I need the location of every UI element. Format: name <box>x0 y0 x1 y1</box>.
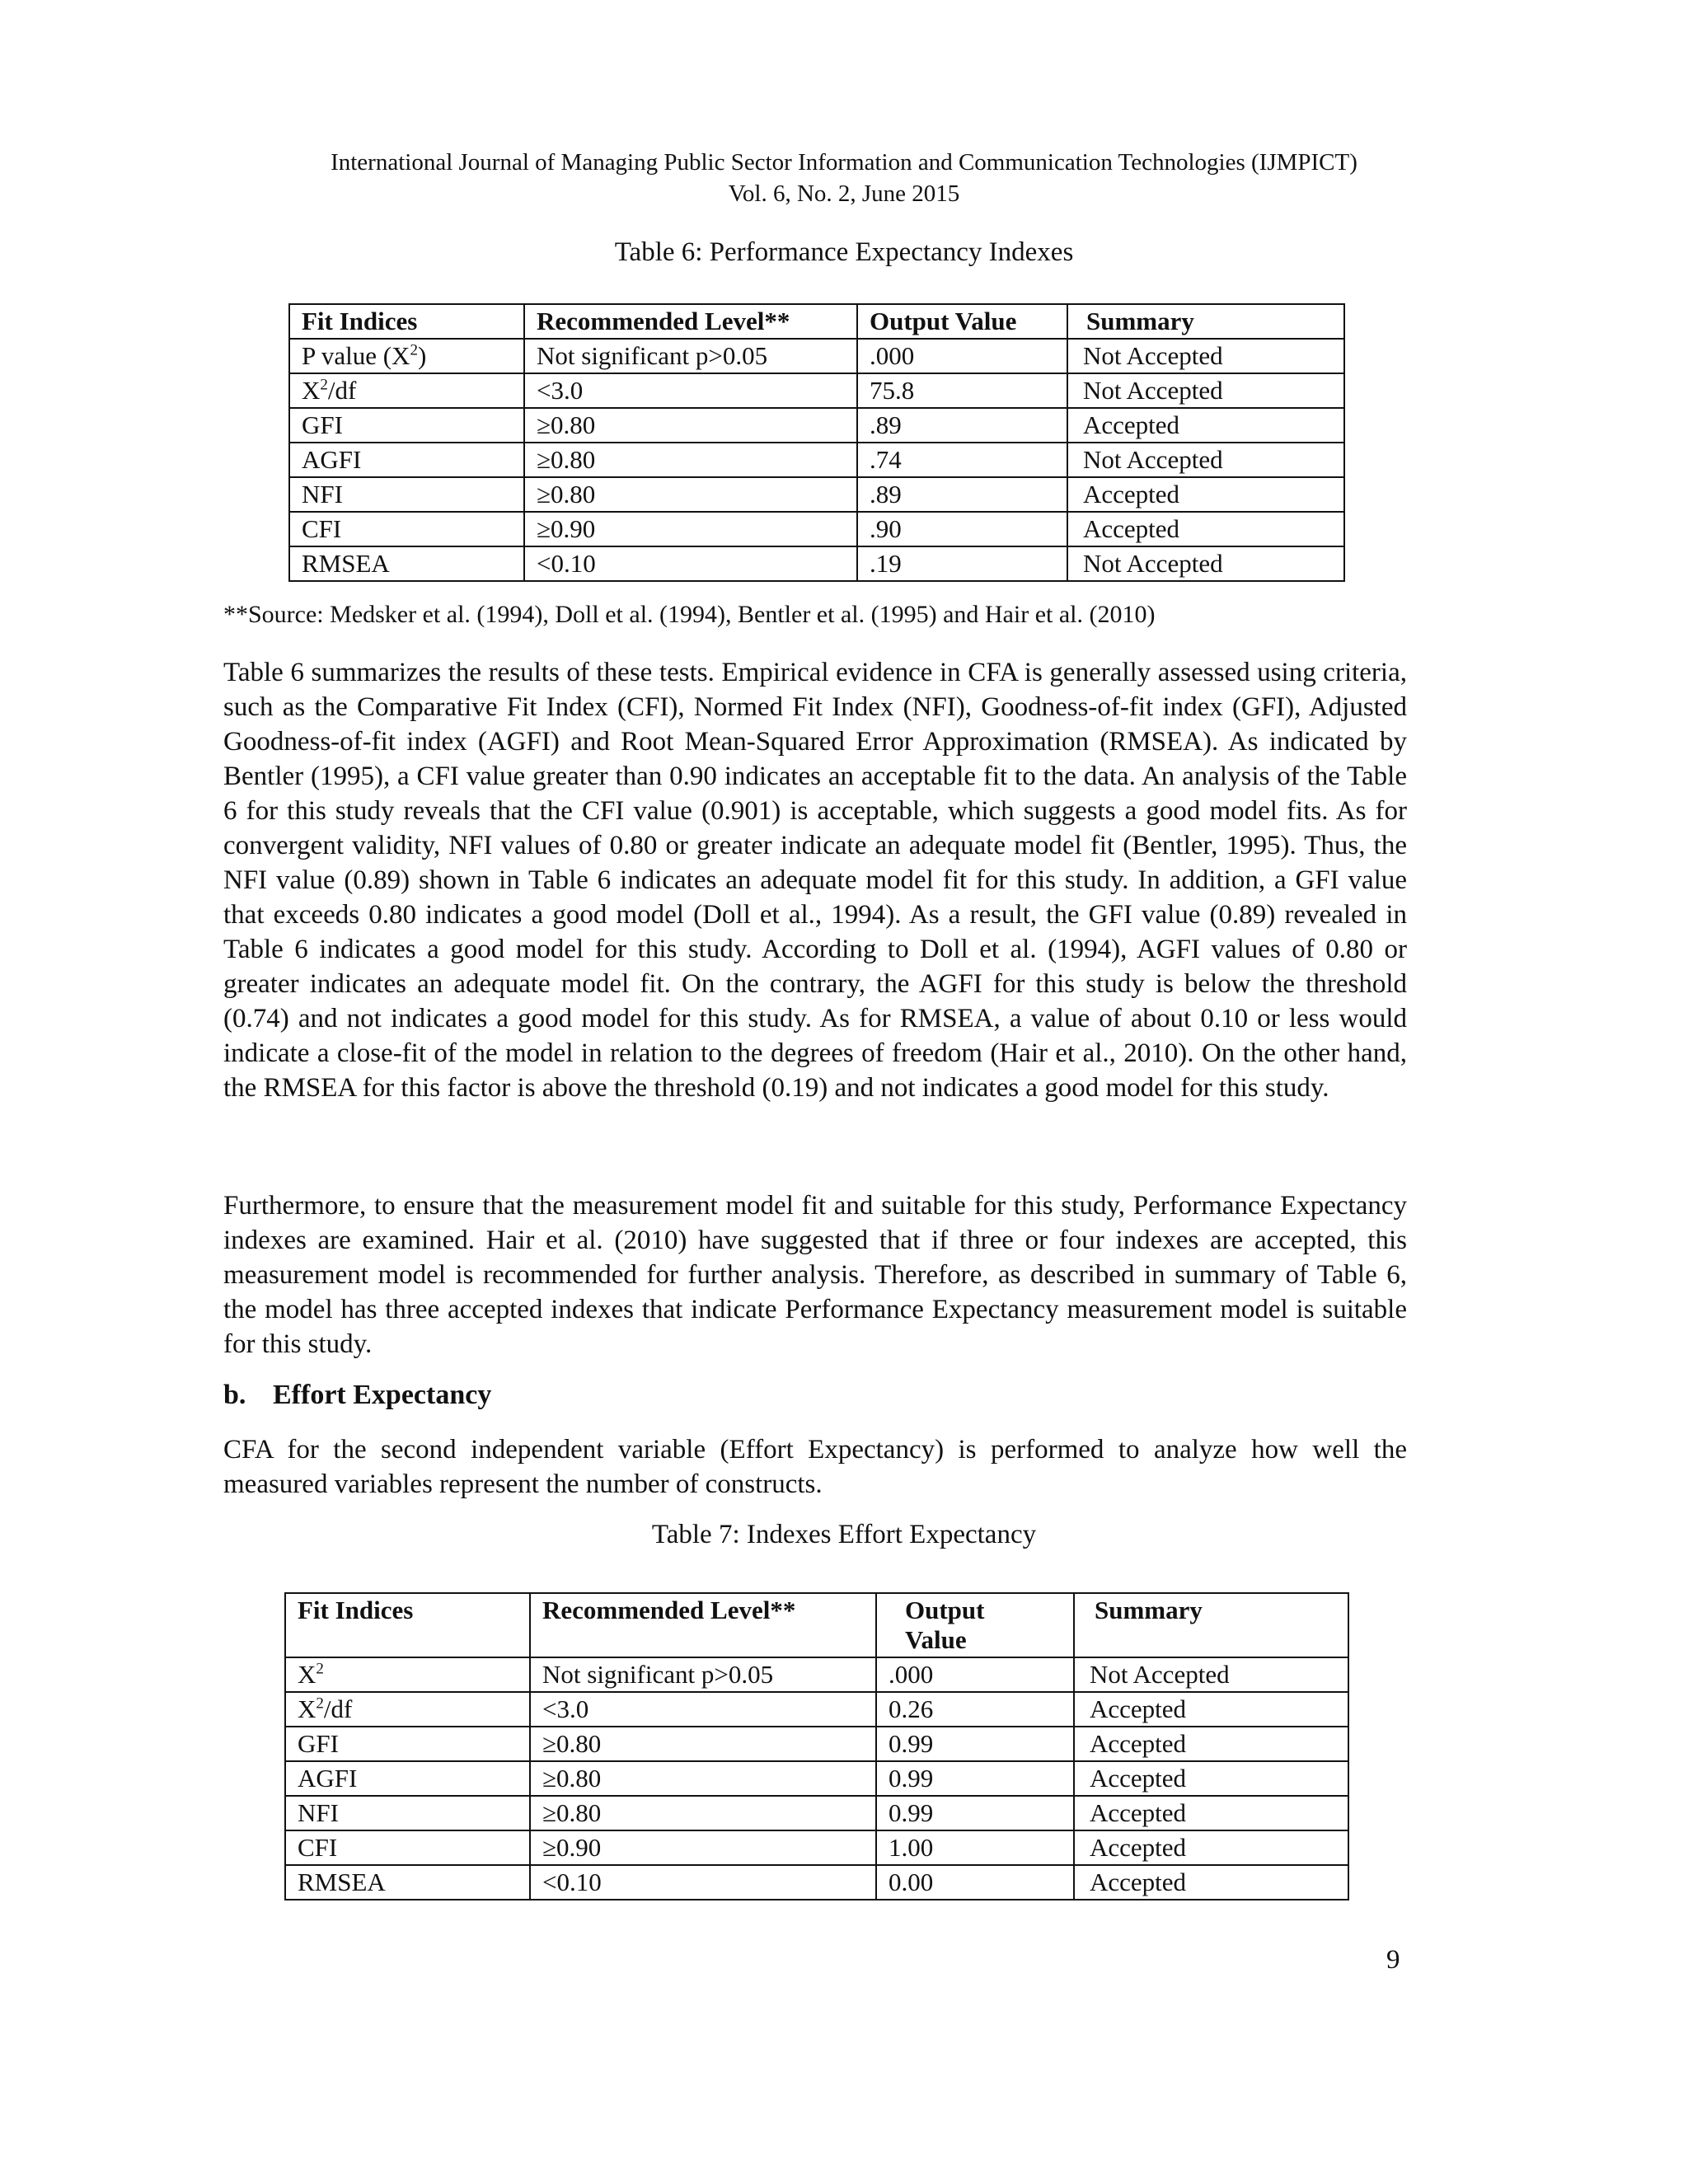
column-header: Recommended Level** <box>530 1593 876 1657</box>
recommended-level-cell: Not significant p>0.05 <box>524 339 857 373</box>
table-row <box>289 512 1344 546</box>
output-value-cell: .89 <box>857 408 1067 443</box>
section-title: Effort Expectancy <box>273 1380 492 1410</box>
recommended-level-cell: ≥0.80 <box>530 1761 876 1796</box>
fit-index-cell: P value $(X^2)$ <box>289 339 524 373</box>
page-number: 9 <box>1386 1945 1400 1975</box>
table-6-caption: Table 6: Performance Expectancy Indexes <box>614 237 1074 267</box>
table-6 <box>288 303 1345 582</box>
table-header-row <box>285 1593 1348 1657</box>
output-value-cell: .89 <box>857 477 1067 512</box>
recommended-level-cell: ≥0.80 <box>524 443 857 477</box>
fit-index-cell: NFI <box>289 477 524 512</box>
table-row <box>285 1657 1348 1692</box>
summary-cell: Accepted <box>1074 1796 1348 1830</box>
fit-index-cell: RMSEA <box>285 1865 530 1900</box>
table-row <box>285 1865 1348 1900</box>
body-paragraph: Table 6 summarizes the results of these tests. Empirical evidence in CFA is generally assessed using criteria, such as the Comparative Fit Index (CFI), Normed Fit Index (NFI), Goodness-of-fit index (GFI), Adjusted Goodness-of-fit index (AGFI) and Root Mean-Squared Error Approximation (RMSEA). As indicated by Bentler (1995), a CFI value greater than 0.90 indicates an acceptable fit to the data. An analysis of the Table 6 for this study reveals that the CFI value (0.901) is acceptable, which suggests a good model fits. As for convergent validity, NFI values of 0.80 or greater indicate an adequate model fit (Bentler, 1995). Thus, the NFI value (0.89) shown in Table 6 indicates an adequate model fit for this study. In addition, a GFI value that exceeds 0.80 indicates a good model (Doll et al., 1994). As a result, the GFI value (0.89) revealed in Table 6 indicates a good model for this study. According to Doll et al. (1994), AGFI values of 0.80 or greater indicates an adequate model fit. On the contrary, the AGFI for this study is below the threshold (0.74) and not indicates a good model for this study. As for RMSEA, a value of about 0.10 or less would indicate a close-fit of the model in relation to the degrees of freedom (Hair et al., 2010). On the other hand, the RMSEA for this factor is above the threshold (0.19) and not indicates a good model for this study. <box>223 658 1407 1103</box>
output-value-cell: 1.00 <box>876 1830 1074 1865</box>
output-value-cell: 0.99 <box>876 1727 1074 1761</box>
summary-cell: Accepted <box>1074 1761 1348 1796</box>
fit-index-cell: AGFI <box>285 1761 530 1796</box>
column-header: Summary <box>1074 1593 1348 1657</box>
output-value-cell: .90 <box>857 512 1067 546</box>
output-value-cell: .000 <box>857 339 1067 373</box>
summary-cell: Accepted <box>1067 408 1344 443</box>
summary-cell: Accepted <box>1074 1830 1348 1865</box>
running-header <box>0 147 1688 209</box>
recommended-level-cell: ≥0.80 <box>524 408 857 443</box>
recommended-level-cell: <0.10 <box>524 546 857 581</box>
section-heading <box>223 1378 491 1413</box>
table-row <box>289 408 1344 443</box>
column-header: Recommended Level** <box>524 304 857 339</box>
summary-cell: Accepted <box>1074 1727 1348 1761</box>
table-row <box>289 443 1344 477</box>
output-value-cell: 0.00 <box>876 1865 1074 1900</box>
table-row <box>289 477 1344 512</box>
table-source-note: **Source: Medsker et al. (1994), Doll et al. (1994), Bentler et al. (1995) and Hair et al. (2010) <box>223 601 1156 628</box>
table-header-row <box>289 304 1344 339</box>
summary-cell: Not Accepted <box>1067 546 1344 581</box>
output-value-cell: 0.99 <box>876 1761 1074 1796</box>
table-row <box>289 373 1344 408</box>
fit-index-cell: AGFI <box>289 443 524 477</box>
table-row <box>285 1727 1348 1761</box>
output-value-cell: 0.26 <box>876 1692 1074 1727</box>
fit-index-cell: NFI <box>285 1796 530 1830</box>
summary-cell: Not Accepted <box>1067 373 1344 408</box>
column-header: Output Value <box>857 304 1067 339</box>
summary-cell: Not Accepted <box>1067 443 1344 477</box>
recommended-level-cell: ≥0.80 <box>524 477 857 512</box>
output-value-cell: .19 <box>857 546 1067 581</box>
output-value-cell: 75.8 <box>857 373 1067 408</box>
recommended-level-cell: ≥0.90 <box>530 1830 876 1865</box>
column-header: Output Value <box>876 1593 1074 1657</box>
table-row <box>285 1761 1348 1796</box>
fit-index-cell: $X^2/df$ <box>289 373 524 408</box>
table-7 <box>284 1592 1349 1900</box>
body-paragraph: Furthermore, to ensure that the measurement model fit and suitable for this study, Performance Expectancy indexes are examined. Hair et al. (2010) have suggested that if three or four indexes are accepted, this measurement model is recommended for further analysis. Therefore, as described in summary of Table 6, the model has three accepted indexes that indicate Performance Expectancy measurement model is suitable for this study. <box>223 1191 1407 1359</box>
summary-cell: Accepted <box>1067 512 1344 546</box>
summary-cell: Not Accepted <box>1067 339 1344 373</box>
column-header: Summary <box>1067 304 1344 339</box>
recommended-level-cell: <0.10 <box>530 1865 876 1900</box>
journal-title: International Journal of Managing Public Sector Information and Communication Technologies (IJMPICT) <box>331 149 1357 176</box>
fit-index-cell: RMSEA <box>289 546 524 581</box>
fit-index-cell: GFI <box>285 1727 530 1761</box>
output-value-cell: .000 <box>876 1657 1074 1692</box>
fit-index-cell: CFI <box>285 1830 530 1865</box>
table-row <box>285 1692 1348 1727</box>
column-header: Fit Indices <box>289 304 524 339</box>
column-header: Fit Indices <box>285 1593 530 1657</box>
fit-index-cell: $X^2/df$ <box>285 1692 530 1727</box>
recommended-level-cell: <3.0 <box>530 1692 876 1727</box>
table-7-caption: Table 7: Indexes Effort Expectancy <box>651 1520 1037 1549</box>
summary-cell: Accepted <box>1067 477 1344 512</box>
fit-index-cell: $X^2$ <box>285 1657 530 1692</box>
output-value-cell: .74 <box>857 443 1067 477</box>
table-row <box>289 339 1344 373</box>
recommended-level-cell: ≥0.90 <box>524 512 857 546</box>
summary-cell: Accepted <box>1074 1692 1348 1727</box>
recommended-level-cell: ≥0.80 <box>530 1796 876 1830</box>
output-value-cell: 0.99 <box>876 1796 1074 1830</box>
summary-cell: Not Accepted <box>1074 1657 1348 1692</box>
fit-index-cell: CFI <box>289 512 524 546</box>
table-row <box>285 1796 1348 1830</box>
journal-volume: Vol. 6, No. 2, June 2015 <box>728 180 960 207</box>
body-paragraph: CFA for the second independent variable (Effort Expectancy) is performed to analyze how well the measured variables represent the number of constructs. <box>223 1435 1407 1499</box>
summary-cell: Accepted <box>1074 1865 1348 1900</box>
section-number: b. <box>223 1380 246 1410</box>
fit-index-cell: GFI <box>289 408 524 443</box>
recommended-level-cell: ≥0.80 <box>530 1727 876 1761</box>
table-row <box>285 1830 1348 1865</box>
recommended-level-cell: <3.0 <box>524 373 857 408</box>
table-row <box>289 546 1344 581</box>
recommended-level-cell: Not significant p>0.05 <box>530 1657 876 1692</box>
